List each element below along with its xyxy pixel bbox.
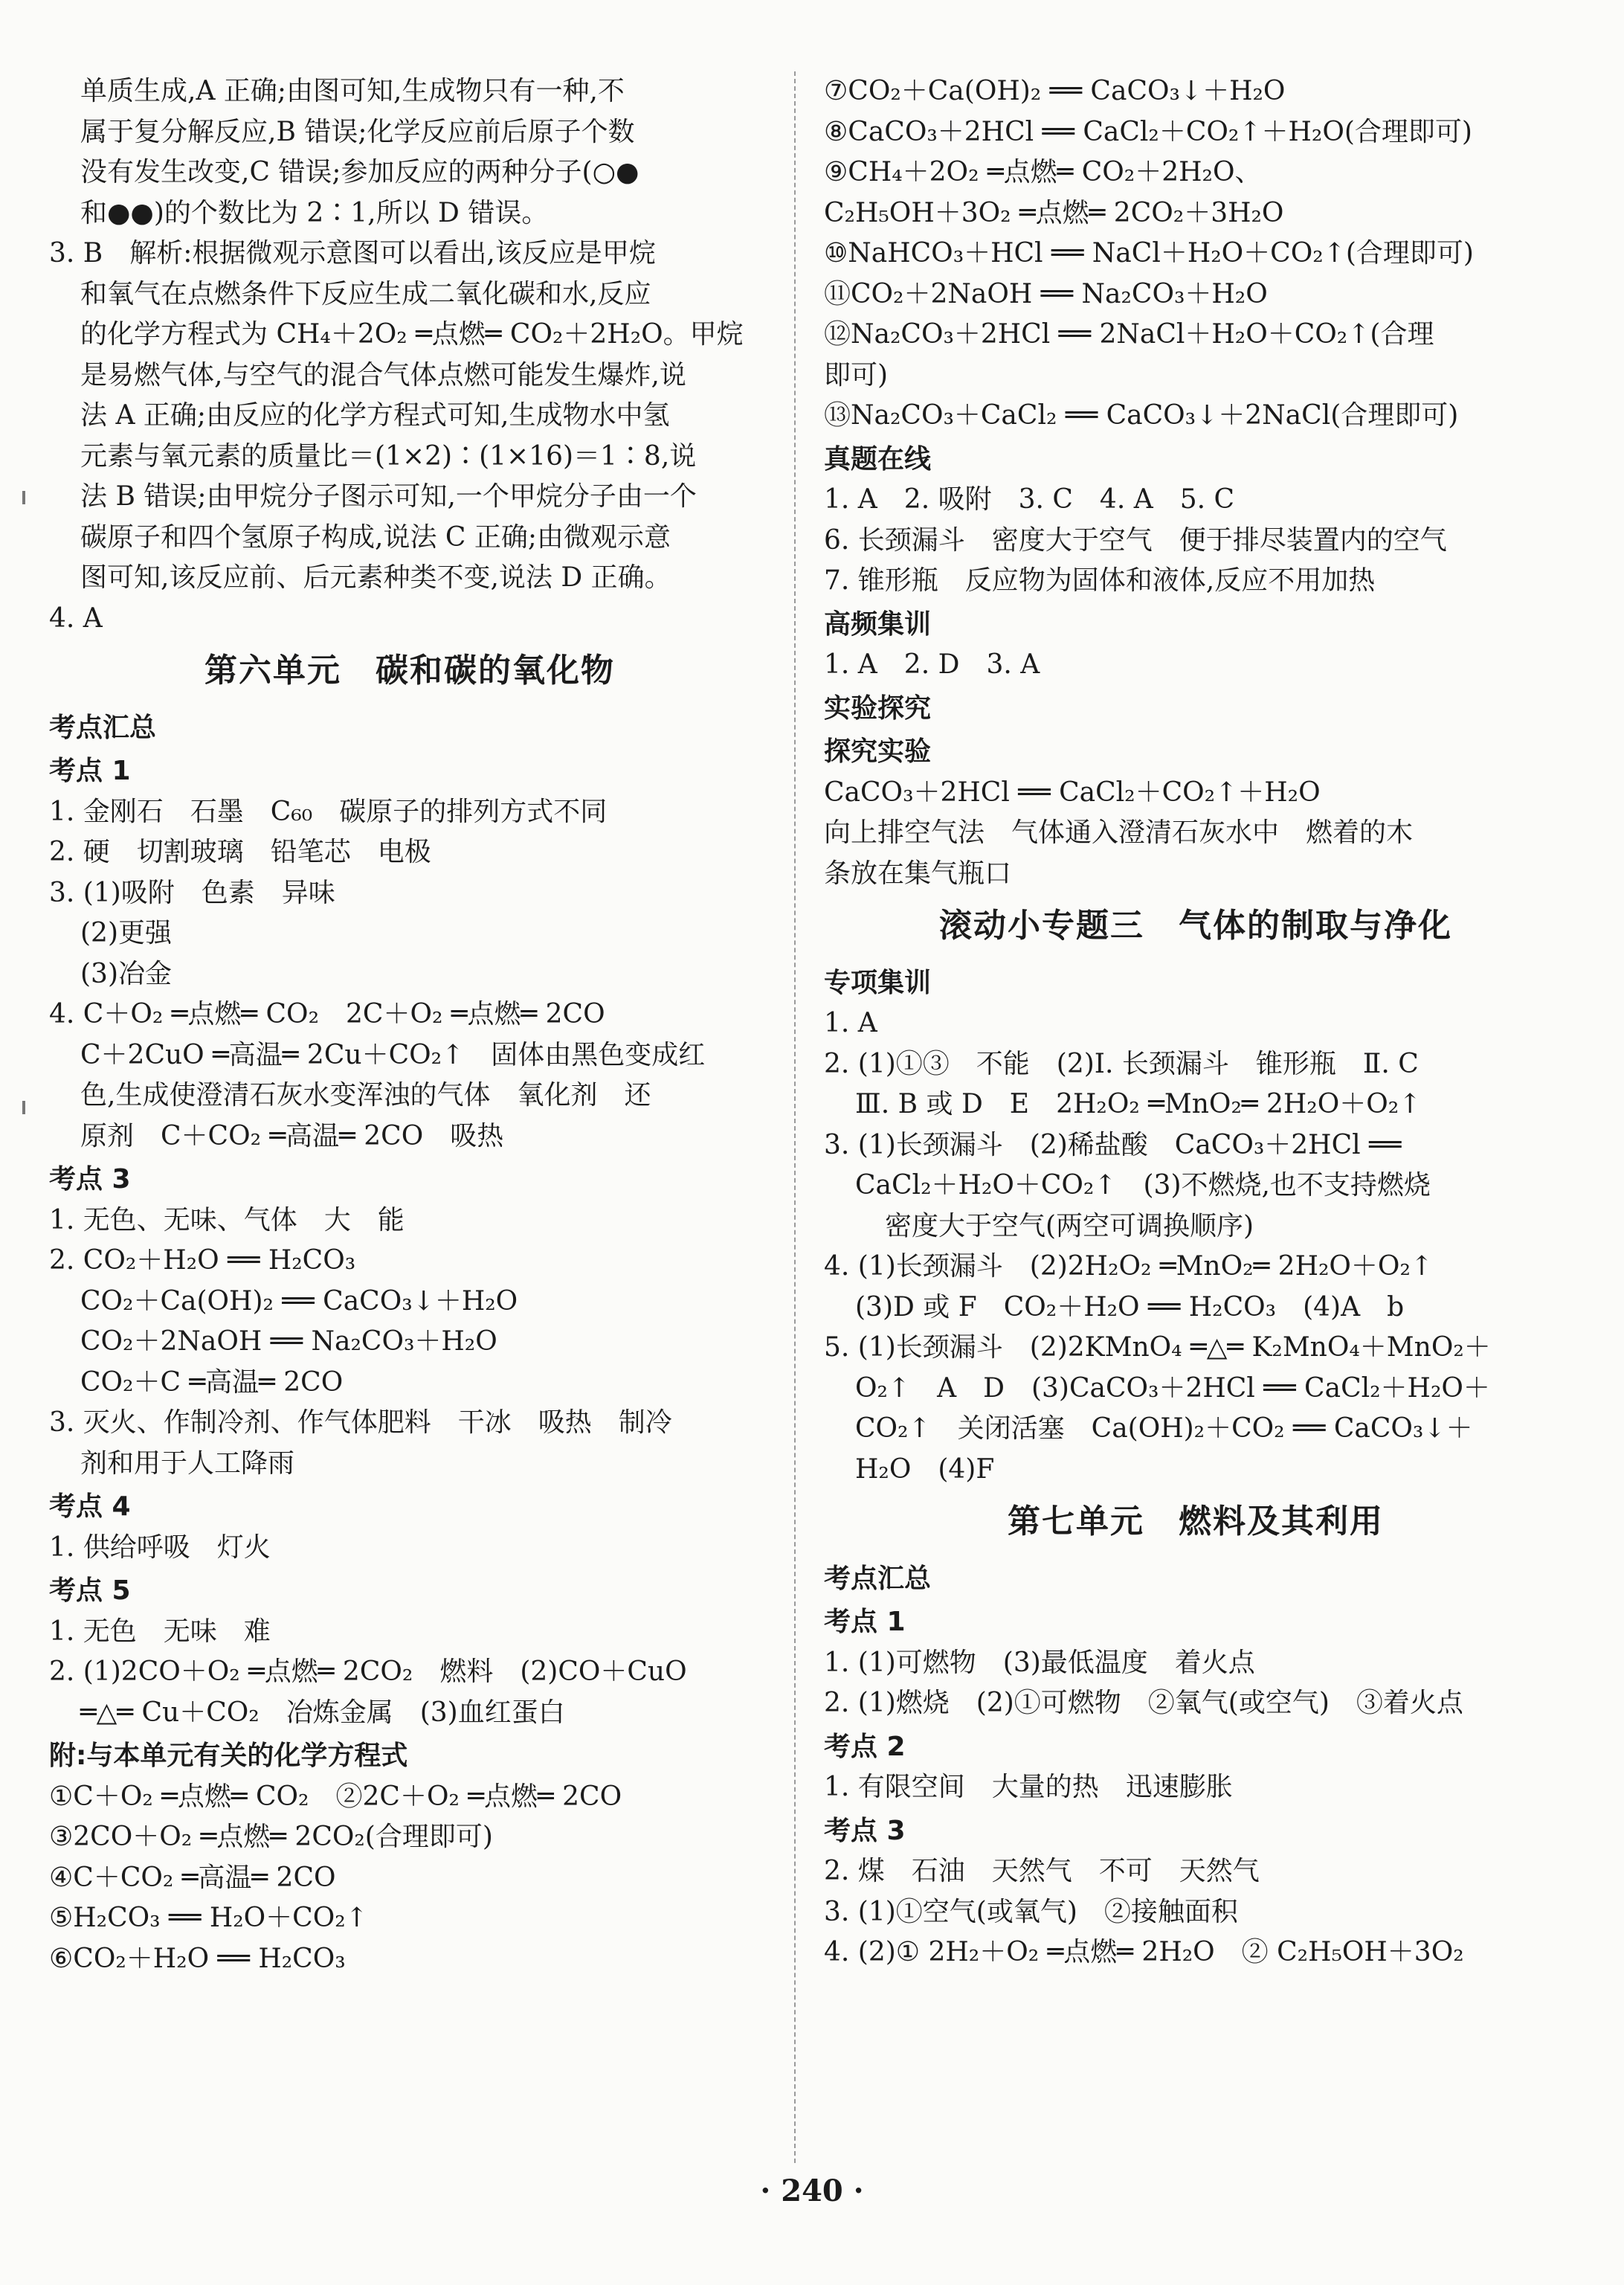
- answer-line: 1. 有限空间 大量的热 迅速膨胀: [824, 1772, 1233, 1802]
- answer-line: 1. 无色、无味、气体 大 能: [49, 1204, 405, 1235]
- answer-line: 即可): [824, 359, 889, 391]
- answer-line: 2. (1)①③ 不能 (2)Ⅰ. 长颈漏斗 锥形瓶 Ⅱ. C: [824, 1048, 1419, 1079]
- answer-line: ⑩NaHCO₃＋HCl ══ NaCl＋H₂O＋CO₂↑(合理即可): [824, 238, 1474, 269]
- answer-line: 1. A 2. 吸附 3. C 4. A 5. C: [824, 484, 1235, 515]
- page-number: · 240 ·: [760, 2173, 864, 2208]
- right-column: [824, 71, 1567, 1973]
- answer-line: CO₂＋2NaOH ══ Na₂CO₃＋H₂O: [80, 1326, 497, 1357]
- section-heading: 考点 1: [824, 1607, 906, 1637]
- answer-line: CaCO₃＋2HCl ══ CaCl₂＋CO₂↑＋H₂O: [824, 777, 1321, 808]
- answer-line: ⑥CO₂＋H₂O ══ H₂CO₃: [49, 1943, 346, 1974]
- answer-line: H₂O (4)F: [855, 1453, 995, 1485]
- answer-line: Ⅲ. B 或 D E 2H₂O₂ ═MnO₂═ 2H₂O＋O₂↑: [855, 1089, 1422, 1119]
- answer-line: 2. 煤 石油 天然气 不可 天然气: [824, 1856, 1260, 1886]
- answer-line: 1. A 2. D 3. A: [824, 649, 1040, 680]
- section-heading: 真题在线: [824, 443, 932, 475]
- section-heading: 考点 1: [49, 756, 131, 786]
- answer-line: 没有发生改变,C 错误;参加反应的两种分子(○●: [80, 157, 639, 187]
- section-heading: 附:与本单元有关的化学方程式: [49, 1741, 408, 1771]
- answer-line: 属于复分解反应,B 错误;化学反应前后原子个数: [80, 116, 635, 147]
- answer-line: O₂↑ A D (3)CaCO₃＋2HCl ══ CaCl₂＋H₂O＋: [855, 1372, 1490, 1404]
- answer-line: CO₂↑ 关闭活塞 Ca(OH)₂＋CO₂ ══ CaCO₃↓＋: [855, 1413, 1473, 1444]
- answer-line: CaCl₂＋H₂O＋CO₂↑ (3)不燃烧,也不支持燃烧: [855, 1170, 1431, 1201]
- answer-line: CO₂＋C ═高温═ 2CO: [80, 1366, 344, 1398]
- answer-line: C＋2CuO ═高温═ 2Cu＋CO₂↑ 固体由黑色变成红: [80, 1039, 706, 1070]
- answer-line: 7. 锥形瓶 反应物为固体和液体,反应不用加热: [824, 565, 1376, 596]
- answer-line: 条放在集气瓶口: [824, 858, 1012, 889]
- answer-line: 向上排空气法 气体通入澄清石灰水中 燃着的木: [824, 817, 1414, 848]
- section-heading: 考点 3: [824, 1815, 906, 1846]
- unit-heading: 第七单元 燃料及其利用: [1008, 1503, 1384, 1540]
- answer-line: 6. 长颈漏斗 密度大于空气 便于排尽装置内的空气: [824, 524, 1447, 556]
- answer-line: 4. A: [49, 602, 103, 634]
- section-heading: 考点 5: [49, 1575, 131, 1606]
- unit-heading: 第六单元 碳和碳的氧化物: [204, 652, 615, 690]
- answer-line: 3. 灭火、作制冷剂、作气体肥料 干冰 吸热 制冷: [49, 1407, 672, 1438]
- answer-line: 3. (1)长颈漏斗 (2)稀盐酸 CaCO₃＋2HCl ══: [824, 1129, 1402, 1160]
- margin-mark: [22, 491, 25, 504]
- answer-line: 4. (1)长颈漏斗 (2)2H₂O₂ ═MnO₂═ 2H₂O＋O₂↑: [824, 1251, 1434, 1282]
- answer-line: ═△═ Cu＋CO₂ 冶炼金属 (3)血红蛋白: [80, 1697, 565, 1728]
- answer-line: ⑤H₂CO₃ ══ H₂O＋CO₂↑: [49, 1903, 368, 1933]
- answer-line: 色,生成使澄清石灰水变浑浊的气体 氧化剂 还: [80, 1080, 651, 1111]
- section-heading: 考点 3: [49, 1164, 131, 1195]
- answer-line: 3. B 解析:根据微观示意图可以看出,该反应是甲烷: [49, 238, 656, 269]
- section-heading: 考点 2: [824, 1731, 906, 1762]
- section-heading: 探究实验: [824, 736, 932, 767]
- answer-line: 图可知,该反应前、后元素种类不变,说法 D 正确。: [80, 562, 671, 593]
- answer-line: 1. 金刚石 石墨 C₆₀ 碳原子的排列方式不同: [49, 796, 608, 827]
- answer-line: ①C＋O₂ ═点燃═ CO₂ ②2C＋O₂ ═点燃═ 2CO: [49, 1781, 622, 1812]
- answer-line: 密度大于空气(两空可调换顺序): [885, 1210, 1254, 1241]
- answer-line: 4. (2)① 2H₂＋O₂ ═点燃═ 2H₂O ② C₂H₅OH＋3O₂: [824, 1937, 1464, 1967]
- answer-line: 2. 硬 切割玻璃 铅笔芯 电极: [49, 837, 431, 867]
- answer-line: 法 A 正确;由反应的化学方程式可知,生成物水中氢: [80, 400, 670, 431]
- section-heading: 专项集训: [824, 967, 932, 998]
- answer-line: CO₂＋Ca(OH)₂ ══ CaCO₃↓＋H₂O: [80, 1285, 518, 1317]
- answer-line: 法 B 错误;由甲烷分子图示可知,一个甲烷分子由一个: [80, 481, 697, 512]
- answer-line: 元素与氧元素的质量比＝(1×2)∶(1×16)＝1∶8,说: [80, 440, 697, 472]
- answer-line: 1. (1)可燃物 (3)最低温度 着火点: [824, 1647, 1255, 1678]
- section-heading: 实验探究: [824, 692, 932, 724]
- answer-line: ③2CO＋O₂ ═点燃═ 2CO₂(合理即可): [49, 1822, 493, 1852]
- answer-line: ⑨CH₄＋2O₂ ═点燃═ CO₂＋2H₂O、: [824, 157, 1262, 187]
- answer-line: ⑫Na₂CO₃＋2HCl ══ 2NaCl＋H₂O＋CO₂↑(合理: [824, 319, 1434, 350]
- answer-line: ⑪CO₂＋2NaOH ══ Na₂CO₃＋H₂O: [824, 278, 1268, 309]
- answer-line: 3. (1)①空气(或氧气) ②接触面积: [824, 1896, 1238, 1927]
- section-heading: 高频集训: [824, 608, 932, 640]
- answer-line: C₂H₅OH＋3O₂ ═点燃═ 2CO₂＋3H₂O: [824, 197, 1284, 228]
- answer-line: 碳原子和四个氢原子构成,说法 C 正确;由微观示意: [80, 521, 671, 553]
- answer-line: ⑧CaCO₃＋2HCl ══ CaCl₂＋CO₂↑＋H₂O(合理即可): [824, 116, 1472, 147]
- answer-line: (3)D 或 F CO₂＋H₂O ══ H₂CO₃ (4)A b: [855, 1291, 1405, 1323]
- answer-line: (3)冶金: [80, 958, 172, 989]
- answer-line: ⑦CO₂＋Ca(OH)₂ ══ CaCO₃↓＋H₂O: [824, 76, 1286, 106]
- section-heading: 考点 4: [49, 1491, 131, 1522]
- answer-line: 1. A: [824, 1008, 877, 1038]
- answer-line: 3. (1)吸附 色素 异味: [49, 877, 335, 908]
- answer-line: 和●●)的个数比为 2∶1,所以 D 错误。: [80, 197, 549, 228]
- answer-line: 的化学方程式为 CH₄＋2O₂ ═点燃═ CO₂＋2H₂O。甲烷: [80, 319, 744, 350]
- answer-line: ④C＋CO₂ ═高温═ 2CO: [49, 1862, 336, 1893]
- answer-line: 1. 无色 无味 难: [49, 1616, 271, 1647]
- unit-heading: 滚动小专题三 气体的制取与净化: [939, 907, 1452, 945]
- margin-mark: [22, 1101, 25, 1114]
- answer-line: ⑬Na₂CO₃＋CaCl₂ ══ CaCO₃↓＋2NaCl(合理即可): [824, 400, 1459, 431]
- answer-line: (2)更强: [80, 918, 172, 948]
- answer-line: 单质生成,A 正确;由图可知,生成物只有一种,不: [80, 76, 625, 106]
- left-column: [49, 71, 770, 1979]
- answer-line: 原剂 C＋CO₂ ═高温═ 2CO 吸热: [80, 1120, 504, 1151]
- section-heading: 考点汇总: [824, 1563, 932, 1594]
- answer-line: 2. (1)2CO＋O₂ ═点燃═ 2CO₂ 燃料 (2)CO＋CuO: [49, 1656, 687, 1687]
- answer-line: 是易燃气体,与空气的混合气体点燃可能发生爆炸,说: [80, 359, 686, 391]
- section-heading: 考点汇总: [49, 712, 157, 743]
- answer-line: 剂和用于人工降雨: [80, 1447, 295, 1479]
- answer-line: 和氧气在点燃条件下反应生成二氧化碳和水,反应: [80, 278, 651, 309]
- column-divider: [794, 71, 796, 2163]
- answer-line: 5. (1)长颈漏斗 (2)2KMnO₄ ═△═ K₂MnO₄＋MnO₂＋: [824, 1332, 1491, 1363]
- answer-line: 2. (1)燃烧 (2)①可燃物 ②氧气(或空气) ③着火点: [824, 1688, 1463, 1718]
- answer-line: 1. 供给呼吸 灯火: [49, 1532, 271, 1563]
- answer-line: 2. CO₂＋H₂O ══ H₂CO₃: [49, 1245, 356, 1276]
- answer-line: 4. C＋O₂ ═点燃═ CO₂ 2C＋O₂ ═点燃═ 2CO: [49, 999, 605, 1029]
